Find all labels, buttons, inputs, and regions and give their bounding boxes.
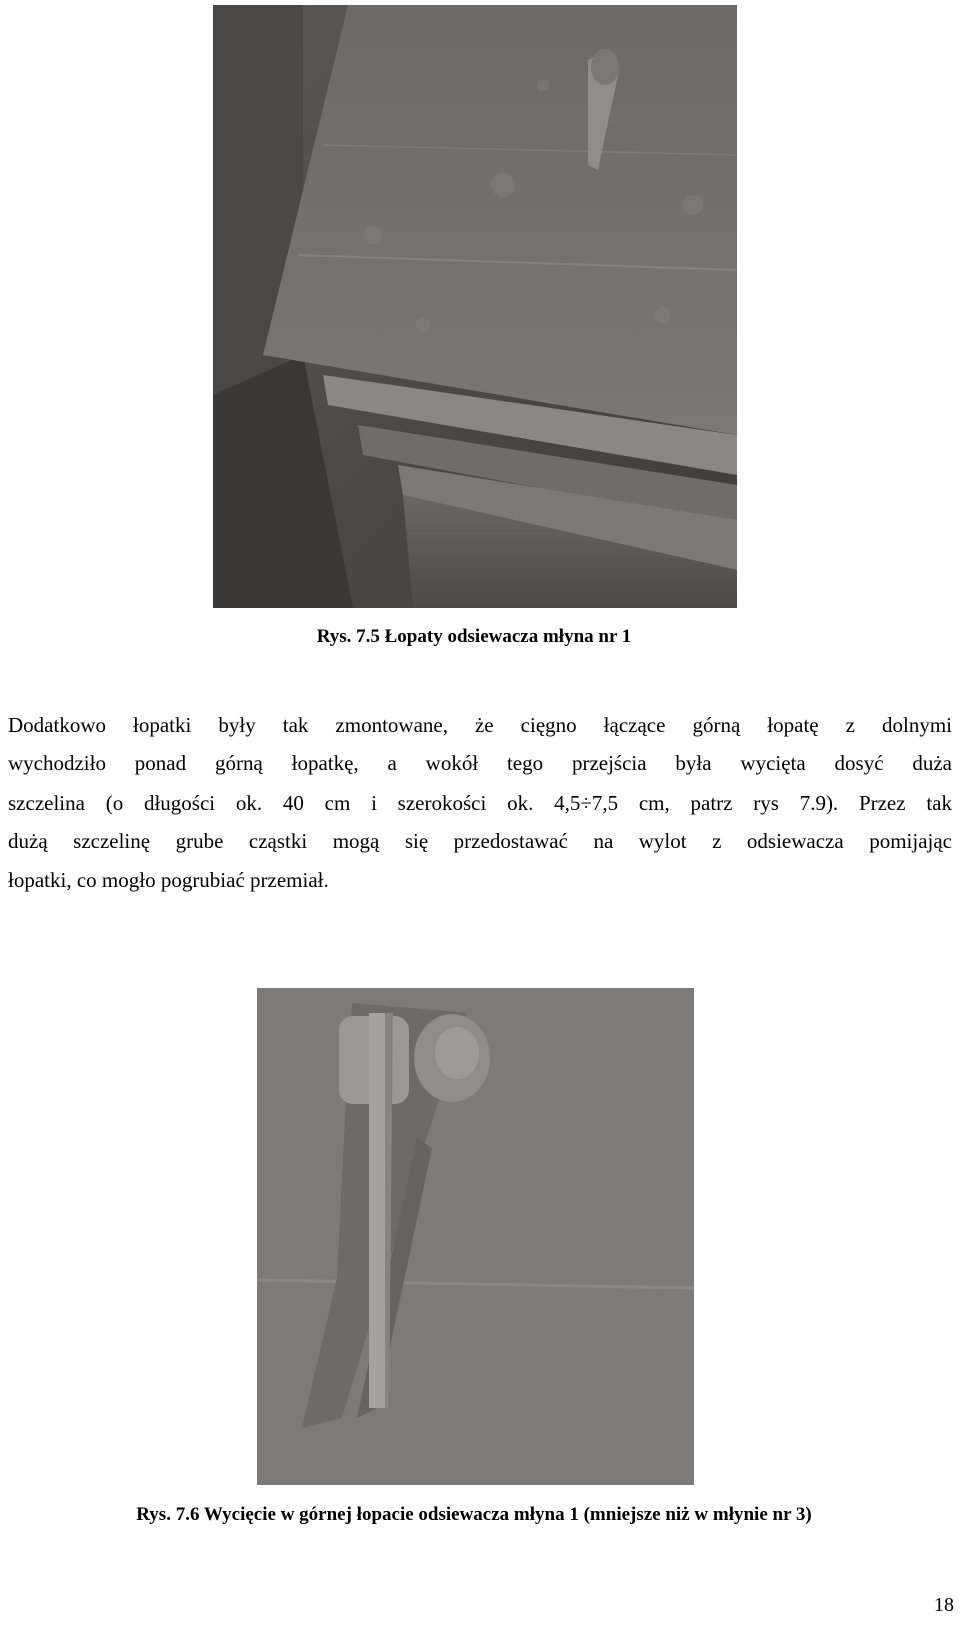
blade-cutout-photo-image [257,988,694,1485]
page-number: 18 [934,1594,954,1616]
figure-photo-classifier-blades [213,5,737,608]
paragraph-line: wychodziło ponad górną łopatkę, a wokół tego przejścia była wycięta dosyć duża [8,751,952,775]
classifier-blades-photo-image [213,5,737,608]
paragraph-line: Dodatkowo łopatki były tak zmontowane, że cięgno łączące górną łopatę z dolnymi [8,713,952,737]
paragraph-line: szczelina (o długości ok. 40 cm i szerokości ok. 4,5÷7,5 cm, patrz rys 7.9). Przez tak [8,791,952,815]
figure-caption: Rys. 7.6 Wycięcie w górnej łopacie odsiewacza młyna 1 (mniejsze niż w młynie nr 3) [136,1504,812,1525]
figure-photo-blade-cutout [257,988,694,1485]
paragraph-line: dużą szczelinę grube cząstki mogą się przedostawać na wylot z odsiewacza pomijając [8,829,952,853]
paragraph-line: łopatki, co mogło pogrubiać przemiał. [8,868,329,892]
figure-caption: Rys. 7.5 Łopaty odsiewacza młyna nr 1 [316,626,632,647]
